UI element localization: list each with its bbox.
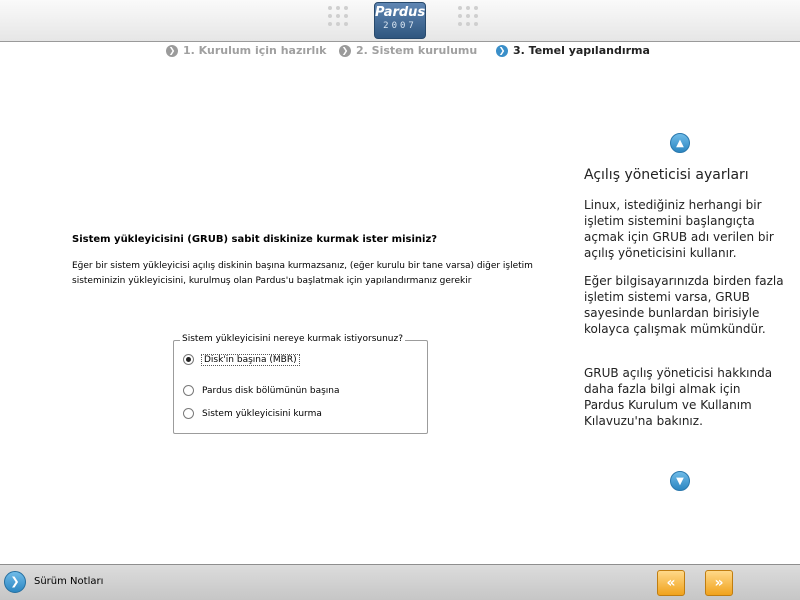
bootloader-description: Eğer bir sistem yükleyicisi açılış diskinin başına kurmazsanız, (eğer kurulu bir tane varsa) diğer işletim sisteminizin yükleyicisini, kurulmuş olan Pardus'u başlatmak için yapılandırmanız gerekir: [72, 261, 533, 286]
help-title: Açılış yöneticisi ayarları: [584, 167, 749, 183]
step-3: [496, 44, 650, 57]
option-mbr[interactable]: [183, 354, 299, 365]
logo-name: Pardus: [375, 5, 426, 20]
group-title: Sistem yükleyicisini nereye kurmak istiyorsunuz?: [182, 334, 404, 344]
chevron-up-icon: ▲: [676, 138, 684, 149]
chevron-right-icon: ❯: [10, 575, 20, 588]
option-partition[interactable]: [183, 385, 340, 396]
radio-mbr[interactable]: [183, 354, 194, 365]
bootloader-question: Sistem yükleyicisini (GRUB) sabit diskinize kurmak ister misiniz?: [72, 234, 438, 245]
help-paragraph-2: Eğer bilgisayarınızda birden fazla işletim sistemi varsa, GRUB sayesinde bunlardan birisiyle kolayca çalışmak mümkündür.: [584, 274, 784, 336]
option-none[interactable]: [183, 408, 322, 419]
decor-dots-left: [328, 6, 348, 26]
radio-none[interactable]: [183, 408, 194, 419]
help-scroll-down-button[interactable]: [670, 471, 690, 491]
logo-year: 2007: [383, 21, 417, 31]
step-arrow-icon: ❯: [339, 45, 351, 57]
step-indicator: [0, 44, 800, 60]
radio-partition[interactable]: [183, 385, 194, 396]
step-2-label: 2. Sistem kurulumu: [356, 44, 478, 57]
chevron-down-icon: ▼: [676, 476, 684, 487]
help-scroll-up-button[interactable]: [670, 133, 690, 153]
decor-dots-right: [458, 6, 478, 26]
bootloader-location-group: [173, 334, 428, 434]
double-chevron-right-icon: »: [714, 575, 724, 591]
option-none-label[interactable]: Sistem yükleyicisini kurma: [202, 408, 322, 419]
step-1-label: 1. Kurulum için hazırlık: [183, 44, 327, 57]
option-mbr-label[interactable]: Disk'in başına (MBR): [204, 354, 297, 365]
footer-bar: [0, 564, 800, 600]
double-chevron-left-icon: «: [666, 575, 676, 591]
step-2: [339, 44, 477, 57]
header-bar: [0, 0, 800, 42]
step-1: [166, 44, 326, 57]
pardus-logo: [374, 2, 426, 39]
release-notes-label[interactable]: Sürüm Notları: [34, 576, 104, 587]
help-paragraph-1: Linux, istediğiniz herhangi bir işletim sistemini başlangıçta açmak için GRUB adı verilen bir açılış yöneticisini kullanır.: [584, 198, 774, 260]
help-paragraph-3: GRUB açılış yöneticisi hakkında daha fazla bilgi almak için Pardus Kurulum ve Kullanım Kılavuzu'na bakınız.: [584, 366, 773, 428]
release-notes-button[interactable]: [4, 571, 26, 593]
back-button[interactable]: [657, 570, 685, 596]
step-arrow-icon: ❯: [496, 45, 508, 57]
step-arrow-icon: ❯: [166, 45, 178, 57]
step-3-label: 3. Temel yapılandırma: [513, 44, 650, 57]
next-button[interactable]: [705, 570, 733, 596]
option-partition-label[interactable]: Pardus disk bölümünün başına: [202, 385, 340, 396]
